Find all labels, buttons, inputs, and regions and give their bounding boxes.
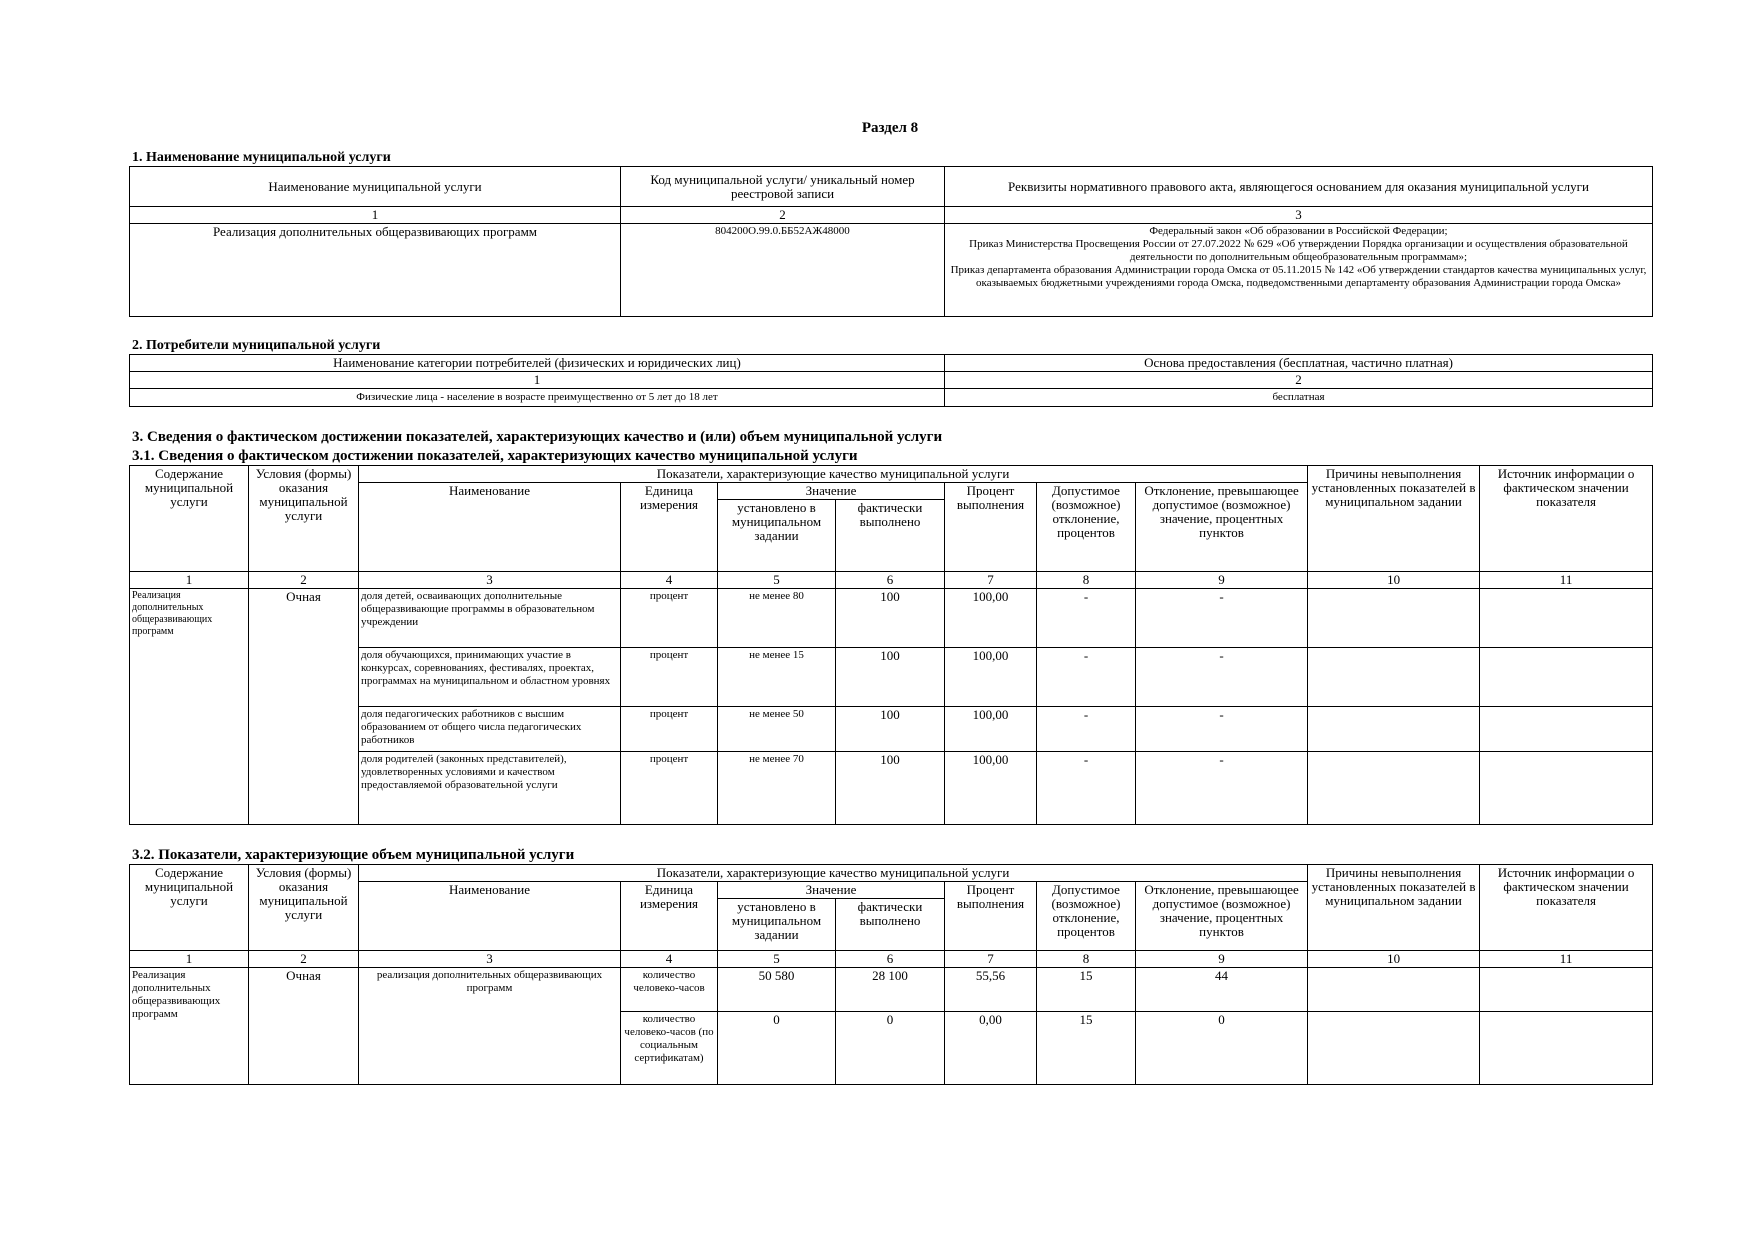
header-unit: Единица измерения xyxy=(621,882,718,951)
legal-act-line: Приказ департамента образования Администрации города Омска от 05.11.2015 № 142 «Об утверждении стандартов качества муниципальных услуг, оказываемых бюджетными учреждениями города Омска, подведомственными департаменту образования Администрации города Омска» xyxy=(950,264,1647,289)
header-actual: фактически выполнено xyxy=(836,899,945,951)
legal-acts-cell xyxy=(945,224,1653,317)
source-cell xyxy=(1480,589,1653,648)
table-row xyxy=(130,648,1653,707)
header-percent: Процент выполнения xyxy=(945,882,1037,951)
header-source: Источник информации о фактическом значении показателя xyxy=(1480,865,1653,951)
col-number: 9 xyxy=(1136,572,1308,589)
col-number: 10 xyxy=(1308,572,1480,589)
unit-cell: процент xyxy=(621,752,718,825)
quality-indicators-table xyxy=(129,465,1653,825)
header-allowed-deviation: Допустимое (возможное) отклонение, процентов xyxy=(1037,483,1136,572)
planned-cell: не менее 80 xyxy=(718,589,836,648)
header-indicator-name: Наименование xyxy=(359,882,621,951)
header-value: Значение xyxy=(718,882,945,899)
header-consumer-category: Наименование категории потребителей (физических и юридических лиц) xyxy=(130,355,945,372)
exceed-cell: - xyxy=(1136,707,1308,752)
legal-act-line: Федеральный закон «Об образовании в Российской Федерации; xyxy=(1149,225,1448,237)
source-cell xyxy=(1480,707,1653,752)
service-name-cell: Реализация дополнительных общеразвивающих программ xyxy=(130,224,621,317)
col-number: 2 xyxy=(945,372,1653,389)
col-number: 8 xyxy=(1037,951,1136,968)
unit-cell: процент xyxy=(621,648,718,707)
col-number: 1 xyxy=(130,372,945,389)
header-planned: установлено в муниципальном задании xyxy=(718,500,836,572)
unit-cell: количество человеко-часов (по социальным сертификатам) xyxy=(621,1012,718,1085)
header-percent: Процент выполнения xyxy=(945,483,1037,572)
unit-cell: количество человеко-часов xyxy=(621,968,718,1012)
col-number: 4 xyxy=(621,572,718,589)
col-number: 1 xyxy=(130,951,249,968)
reasons-cell xyxy=(1308,752,1480,825)
allowed-cell: - xyxy=(1037,752,1136,825)
volume-indicators-table xyxy=(129,864,1653,1085)
col-number: 2 xyxy=(621,207,945,224)
source-cell xyxy=(1480,648,1653,707)
header-exceeding-deviation: Отклонение, превышающее допустимое (возможное) значение, процентных пунктов xyxy=(1136,882,1308,951)
percent-cell: 100,00 xyxy=(945,589,1037,648)
col-number: 3 xyxy=(359,572,621,589)
col-number: 7 xyxy=(945,572,1037,589)
header-source: Источник информации о фактическом значении показателя xyxy=(1480,466,1653,572)
percent-cell: 100,00 xyxy=(945,707,1037,752)
allowed-cell: 15 xyxy=(1037,1012,1136,1085)
header-legal-act: Реквизиты нормативного правового акта, являющегося основанием для оказания муниципальной услуги xyxy=(945,167,1653,207)
exceed-cell: 0 xyxy=(1136,1012,1308,1085)
allowed-cell: - xyxy=(1037,648,1136,707)
percent-cell: 55,56 xyxy=(945,968,1037,1012)
reasons-cell xyxy=(1308,1012,1480,1085)
header-indicator-name: Наименование xyxy=(359,483,621,572)
header-service-name: Наименование муниципальной услуги xyxy=(130,167,621,207)
header-reasons: Причины невыполнения установленных показателей в муниципальном задании xyxy=(1308,865,1480,951)
indicator-name-cell: доля детей, осваивающих дополнительные общеразвивающие программы в образовательном учреждении xyxy=(359,589,621,648)
col-number: 4 xyxy=(621,951,718,968)
form-cell: Очная xyxy=(249,968,359,1085)
section-1-heading: 1. Наименование муниципальной услуги xyxy=(132,150,391,165)
consumer-category-cell: Физические лица - население в возрасте преимущественно от 5 лет до 18 лет xyxy=(130,389,945,407)
planned-cell: 0 xyxy=(718,1012,836,1085)
table-row xyxy=(130,968,1653,1012)
source-cell xyxy=(1480,1012,1653,1085)
header-planned: установлено в муниципальном задании xyxy=(718,899,836,951)
table-row xyxy=(130,589,1653,648)
col-number: 9 xyxy=(1136,951,1308,968)
header-quality-group: Показатели, характеризующие качество муниципальной услуги xyxy=(359,865,1308,882)
header-quality-group: Показатели, характеризующие качество муниципальной услуги xyxy=(359,466,1308,483)
indicator-name-cell: доля педагогических работников с высшим образованием от общего числа педагогических работников xyxy=(359,707,621,752)
unit-cell: процент xyxy=(621,707,718,752)
allowed-cell: - xyxy=(1037,707,1136,752)
header-exceeding-deviation: Отклонение, превышающее допустимое (возможное) значение, процентных пунктов xyxy=(1136,483,1308,572)
content-cell: Реализация дополнительных общеразвивающих программ xyxy=(130,968,249,1085)
col-number: 7 xyxy=(945,951,1037,968)
col-number: 2 xyxy=(249,572,359,589)
indicator-name-cell: доля обучающихся, принимающих участие в конкурсах, соревнованиях, фестивалях, проектах, программах на муниципальном и областном уровнях xyxy=(359,648,621,707)
section-3-1-heading: 3.1. Сведения о фактическом достижении показателей, характеризующих качество муниципальной услуги xyxy=(132,448,858,464)
indicator-name-cell: доля родителей (законных представителей), удовлетворенных условиями и качеством предоставляемой образовательной услуги xyxy=(359,752,621,825)
header-content: Содержание муниципальной услуги xyxy=(130,466,249,572)
header-actual: фактически выполнено xyxy=(836,500,945,572)
actual-cell: 0 xyxy=(836,1012,945,1085)
reasons-cell xyxy=(1308,968,1480,1012)
exceed-cell: - xyxy=(1136,752,1308,825)
content-cell: Реализация дополнительных общеразвивающих программ xyxy=(130,589,249,825)
planned-cell: 50 580 xyxy=(718,968,836,1012)
col-number: 10 xyxy=(1308,951,1480,968)
consumers-table xyxy=(129,354,1653,407)
header-value: Значение xyxy=(718,483,945,500)
col-number: 3 xyxy=(359,951,621,968)
col-number: 2 xyxy=(249,951,359,968)
header-form: Условия (формы) оказания муниципальной услуги xyxy=(249,865,359,951)
col-number: 6 xyxy=(836,951,945,968)
col-number: 3 xyxy=(945,207,1653,224)
col-number: 1 xyxy=(130,572,249,589)
header-allowed-deviation: Допустимое (возможное) отклонение, процентов xyxy=(1037,882,1136,951)
col-number: 1 xyxy=(130,207,621,224)
actual-cell: 100 xyxy=(836,648,945,707)
percent-cell: 100,00 xyxy=(945,648,1037,707)
service-name-table xyxy=(129,166,1653,317)
section-2-heading: 2. Потребители муниципальной услуги xyxy=(132,338,381,353)
allowed-cell: 15 xyxy=(1037,968,1136,1012)
col-number: 5 xyxy=(718,572,836,589)
header-basis: Основа предоставления (бесплатная, частично платная) xyxy=(945,355,1653,372)
section-3-2-heading: 3.2. Показатели, характеризующие объем муниципальной услуги xyxy=(132,847,575,863)
actual-cell: 100 xyxy=(836,589,945,648)
unit-cell: процент xyxy=(621,589,718,648)
actual-cell: 100 xyxy=(836,707,945,752)
reasons-cell xyxy=(1308,707,1480,752)
service-code-cell: 804200О.99.0.ББ52АЖ48000 xyxy=(621,224,945,317)
percent-cell: 0,00 xyxy=(945,1012,1037,1085)
planned-cell: не менее 70 xyxy=(718,752,836,825)
exceed-cell: 44 xyxy=(1136,968,1308,1012)
percent-cell: 100,00 xyxy=(945,752,1037,825)
header-content: Содержание муниципальной услуги xyxy=(130,865,249,951)
header-service-code: Код муниципальной услуги/ уникальный номер реестровой записи xyxy=(621,167,945,207)
legal-act-line: Приказ Министерства Просвещения России от 27.07.2022 № 629 «Об утверждении Порядка организации и осуществления образовательной деятельности по дополнительным общеобразовательным программам»; xyxy=(969,238,1628,263)
exceed-cell: - xyxy=(1136,589,1308,648)
actual-cell: 100 xyxy=(836,752,945,825)
col-number: 5 xyxy=(718,951,836,968)
table-row xyxy=(130,752,1653,825)
indicator-name-cell: реализация дополнительных общеразвивающих программ xyxy=(359,968,621,1085)
exceed-cell: - xyxy=(1136,648,1308,707)
planned-cell: не менее 15 xyxy=(718,648,836,707)
table-row xyxy=(130,707,1653,752)
planned-cell: не менее 50 xyxy=(718,707,836,752)
allowed-cell: - xyxy=(1037,589,1136,648)
header-form: Условия (формы) оказания муниципальной услуги xyxy=(249,466,359,572)
source-cell xyxy=(1480,968,1653,1012)
reasons-cell xyxy=(1308,589,1480,648)
col-number: 8 xyxy=(1037,572,1136,589)
basis-cell: бесплатная xyxy=(945,389,1653,407)
col-number: 11 xyxy=(1480,572,1653,589)
header-reasons: Причины невыполнения установленных показателей в муниципальном задании xyxy=(1308,466,1480,572)
form-cell: Очная xyxy=(249,589,359,825)
section-title: Раздел 8 xyxy=(861,120,919,136)
header-unit: Единица измерения xyxy=(621,483,718,572)
reasons-cell xyxy=(1308,648,1480,707)
col-number: 6 xyxy=(836,572,945,589)
source-cell xyxy=(1480,752,1653,825)
section-3-heading: 3. Сведения о фактическом достижении показателей, характеризующих качество и (или) объем муниципальной услуги xyxy=(132,429,943,445)
col-number: 11 xyxy=(1480,951,1653,968)
actual-cell: 28 100 xyxy=(836,968,945,1012)
